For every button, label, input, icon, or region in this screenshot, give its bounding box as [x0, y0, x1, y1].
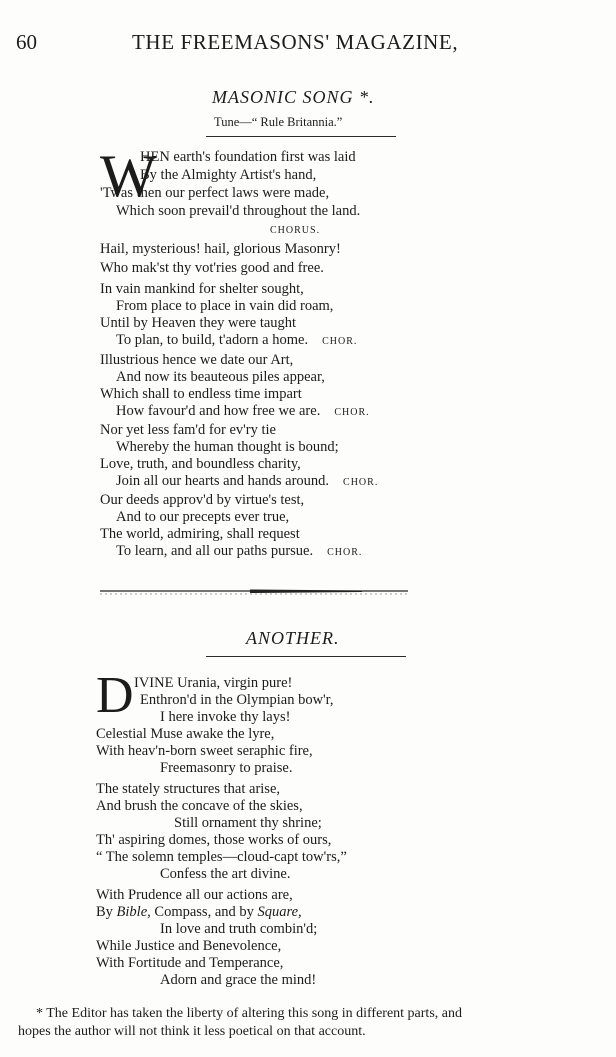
verse-line: Which shall to endless time impart	[100, 386, 302, 402]
verse-line: HEN earth's foundation first was laid	[140, 149, 356, 165]
drop-cap: D	[96, 667, 134, 724]
verse-line	[116, 543, 362, 560]
ornamental-divider	[100, 588, 408, 596]
verse-line	[116, 332, 357, 349]
verse-text: To plan, to build, t'adorn a home.	[116, 332, 309, 348]
chor-mark: CHOR.	[343, 477, 379, 488]
title-rule	[206, 136, 396, 137]
chorus-line: Who mak'st thy vot'ries good and free.	[100, 260, 324, 276]
verse-line: Confess the art divine.	[160, 866, 291, 882]
verse-text: To learn, and all our paths pursue.	[116, 543, 314, 559]
chor-mark: CHOR.	[334, 407, 370, 418]
verse-line: Whereby the human thought is bound;	[116, 439, 339, 455]
verse-line: Which soon prevail'd throughout the land.	[116, 203, 361, 219]
verse-line: Love, truth, and boundless charity,	[100, 456, 301, 472]
verse-line: Freemasonry to praise.	[160, 760, 293, 776]
verse-line: Still ornament thy shrine;	[174, 815, 322, 831]
chorus-line: Hail, mysterious! hail, glorious Masonry!	[100, 241, 341, 257]
verse-text: By	[96, 904, 117, 920]
footnote-line: hopes the author will not think it less poetical on that account.	[18, 1024, 366, 1039]
title-rule	[206, 656, 406, 657]
running-title: THE FREEMASONS' MAGAZINE,	[132, 30, 459, 54]
chor-mark: CHOR.	[327, 547, 363, 558]
verse-line: The world, admiring, shall request	[100, 526, 300, 542]
verse-line: Adorn and grace the mind!	[160, 972, 317, 988]
verse-line: “ The solemn temples—cloud-capt tow'rs,”	[96, 849, 347, 865]
verse-line: And now its beauteous piles appear,	[116, 369, 325, 385]
song-title: MASONIC SONG *.	[212, 87, 375, 107]
verse-line: Celestial Muse awake the lyre,	[96, 726, 275, 742]
italic-word: Square,	[257, 904, 302, 920]
verse-line: I here invoke thy lays!	[160, 709, 291, 725]
drop-cap: W	[100, 143, 157, 209]
verse-line: Illustrious hence we date our Art,	[100, 352, 294, 368]
verse-line: Until by Heaven they were taught	[100, 315, 297, 331]
verse-text: Join all our hearts and hands around.	[116, 473, 330, 489]
page-number: 60	[16, 30, 37, 54]
footnote-line: * The Editor has taken the liberty of altering this song in different parts, and	[36, 1006, 462, 1021]
verse-line: By the Almighty Artist's hand,	[140, 167, 317, 183]
verse-line: With Fortitude and Temperance,	[96, 955, 284, 971]
verse-line: Th' aspiring domes, those works of ours,	[96, 832, 332, 848]
verse-line: And brush the concave of the skies,	[96, 798, 303, 814]
verse-line: With Prudence all our actions are,	[96, 887, 293, 903]
verse-text: How favour'd and how free we are.	[116, 403, 321, 419]
verse-line: With heav'n-born sweet seraphic fire,	[96, 743, 313, 759]
chor-mark: CHOR.	[322, 336, 358, 347]
verse-line: Our deeds approv'd by virtue's test,	[100, 492, 305, 508]
verse-text: Compass, and by	[150, 904, 258, 920]
verse-line: And to our precepts ever true,	[116, 509, 290, 525]
tune-line: Tune—“ Rule Britannia.”	[214, 115, 343, 129]
verse-line: Nor yet less fam'd for ev'ry tie	[100, 422, 276, 438]
verse-line	[116, 473, 378, 490]
verse-line: Enthron'd in the Olympian bow'r,	[140, 692, 334, 708]
italic-word: Bible,	[116, 904, 151, 920]
verse-line: In vain mankind for shelter sought,	[100, 281, 304, 297]
chorus-label: CHORUS.	[270, 225, 321, 236]
verse-line: From place to place in vain did roam,	[116, 298, 334, 314]
another-title: ANOTHER.	[246, 628, 340, 648]
verse-line: While Justice and Benevolence,	[96, 938, 282, 954]
verse-line: IVINE Urania, virgin pure!	[134, 675, 293, 691]
verse-line	[96, 904, 302, 921]
verse-line: 'Twas then our perfect laws were made,	[100, 185, 330, 201]
verse-line	[116, 403, 370, 420]
verse-line: In love and truth combin'd;	[160, 921, 318, 937]
verse-line: The stately structures that arise,	[96, 781, 281, 797]
